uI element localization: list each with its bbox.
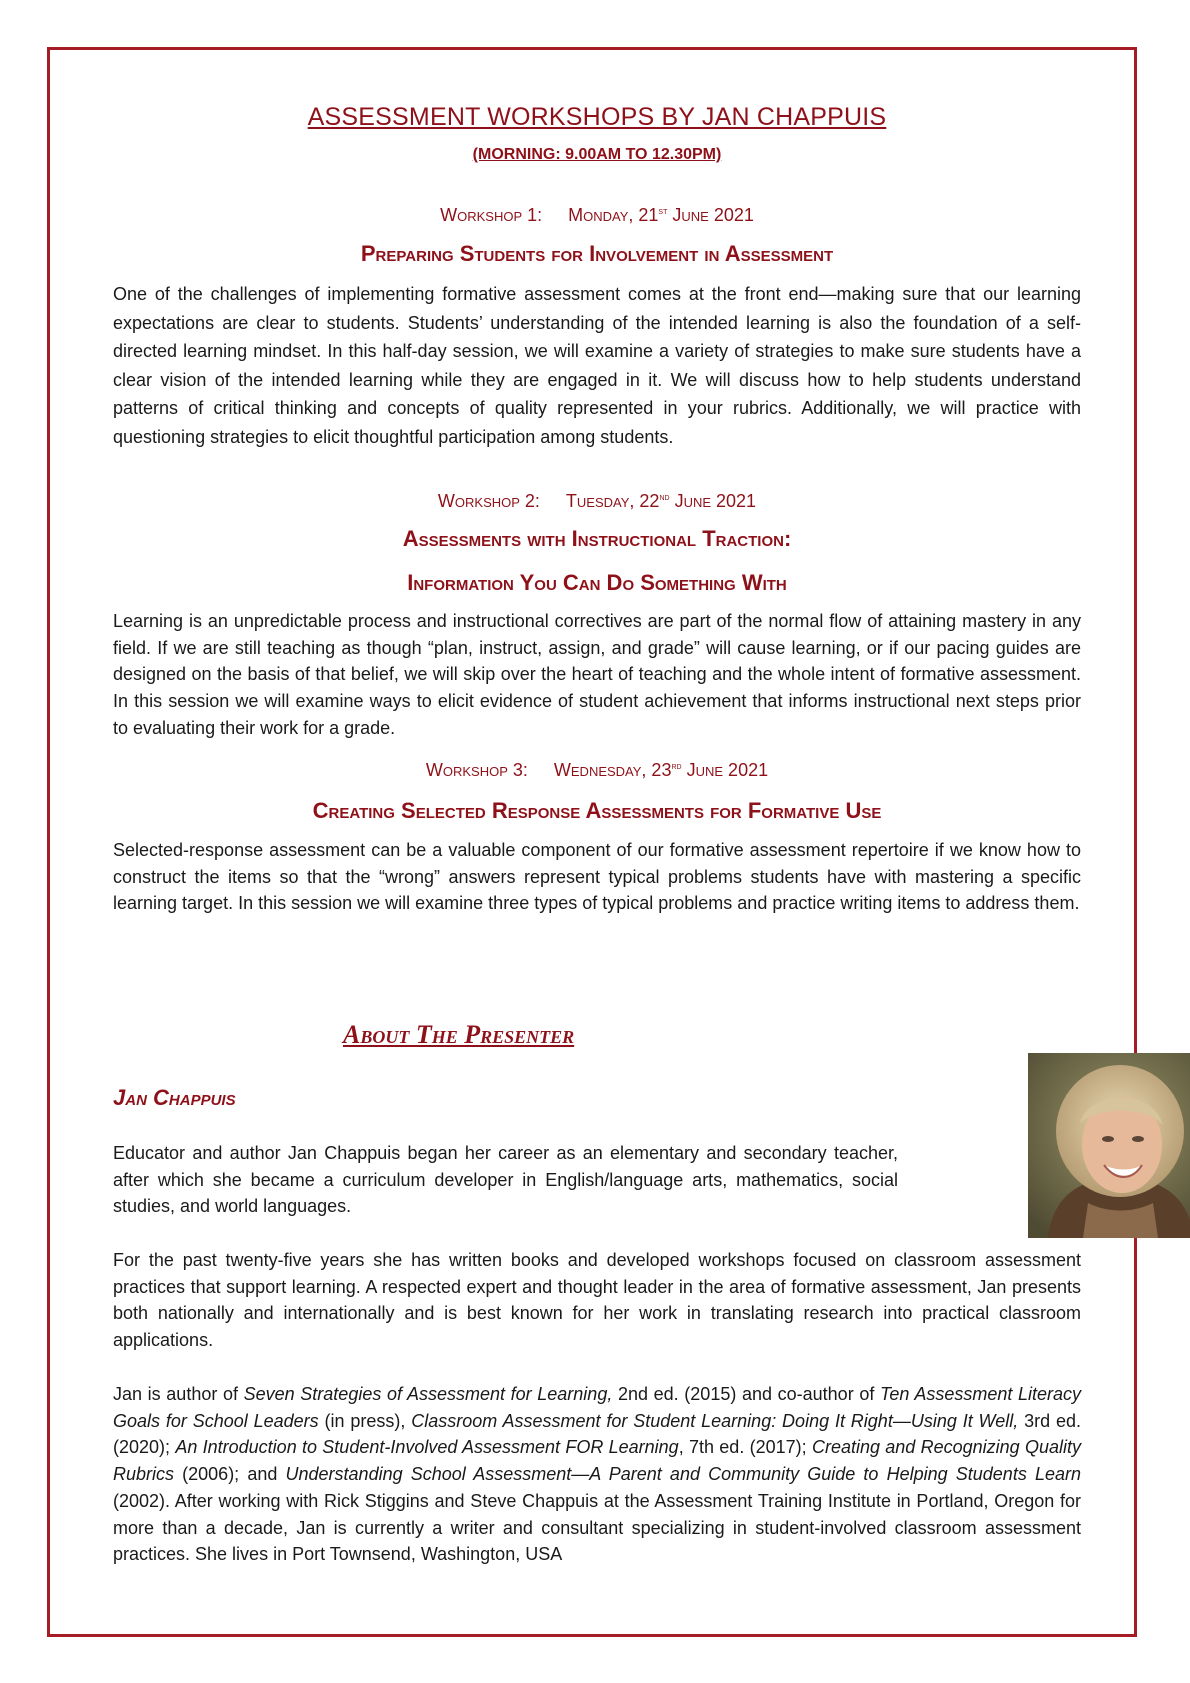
workshop-2-ordinal: nd [659,492,670,503]
book-understanding-school-assessment: Understanding School Assessment—A Parent and Community Guide to Helping Students Learn [285,1464,1081,1485]
bio-text-5: , 7th ed. (2017); [678,1437,812,1458]
bio-text-4: 3rd ed. (2020); [113,1410,1081,1458]
about-presenter-heading: About The Presenter [343,1020,575,1049]
workshop-1-label: Workshop 1: [440,205,543,225]
workshop-2-title-line-1: Assessments with Instructional Traction: [402,526,792,551]
workshop-1-title: Preparing Students for Involvement in Assessment [360,241,834,266]
presenter-bio-experience: For the past twenty-five years she has written books and developed workshops focused on classroom assessment practices that support learning. A respected expert and thought leader in the area of formative assessment, Jan presents both nationally and internationally and is best known for her work in translating research into practical classroom applications. [113,1250,1081,1351]
book-quality-rubrics: Creating and Recognizing Quality Rubrics [113,1437,1081,1485]
bio-text-2: 2nd ed. (2015) and co-author of [612,1384,880,1404]
bio-text-1: Jan is author of [113,1384,244,1404]
workshop-1-ordinal: st [658,206,668,217]
book-student-involved: An Introduction to Student-Involved Assessment FOR Learning [175,1437,679,1458]
workshop-3-ordinal: rd [671,761,682,772]
workshop-2-title-line-2: Information You Can Do Something With [407,570,787,595]
book-ten-literacy-goals: Ten Assessment Literacy Goals for School Leaders [113,1384,1082,1431]
workshop-3-month-year: June 2021 [686,760,769,780]
workshop-1-month-year: June 2021 [672,205,754,225]
page-title: ASSESSMENT WORKSHOPS BY JAN CHAPPUIS [307,103,887,131]
workshop-1-date-line [113,205,1081,226]
bio-text-7: (2002). After working with Rick Stiggins and Steve Chappuis at the Assessment Training Institute in Portland, Oregon for more than a decade, Jan is currently a writer and consultant specializing in student-involved classroom assessment practices. She lives in Port Townsend, Washington, USA [113,1490,1081,1565]
presenter-bio-books [113,1381,1081,1568]
presenter-photo [1028,1053,1190,1238]
workshop-1-description: One of the challenges of implementing formative assessment comes at the front end—making sure that our learning expectations are clear to students. Students’ understanding of the intended learning is also the foundation of a self-directed learning mindset. In this half-day session, we will examine a variety of strategies to make sure students have a clear vision of the intended learning while they are engaged in it. We will discuss how to help students understand patterns of critical thinking and concepts of quality represented in your rubrics. Additionally, we will practice with questioning strategies to elicit thoughtful participation among students. [113,284,1081,447]
workshop-3-date-line [113,760,1081,781]
workshop-3-label: Workshop 3: [425,760,528,780]
book-seven-strategies: Seven Strategies of Assessment for Learning, [243,1384,613,1404]
bio-text-6: (2006); and [174,1464,286,1485]
workshop-2-date-line [113,491,1081,512]
workshop-2-label: Workshop 2: [437,491,540,511]
book-classroom-assessment: Classroom Assessment for Student Learning: Doing It Right—Using It Well, [411,1410,1019,1431]
presenter-name: Jan Chappuis [113,1085,236,1110]
workshop-2-description: Learning is an unpredictable process and instructional correctives are part of the normal flow of attaining mastery in any field. If we are still teaching as though “plan, instruct, assign, and grade” will cause learning, or if our pacing guides are designed on the basis of that belief, we will skip over the heart of teaching and the whole intent of formative assessment. In this session we will examine ways to elicit evidence of student achievement that informs instructional next steps prior to evaluating their work for a grade. [113,611,1081,738]
workshop-1-day: Monday, 21 [568,205,659,225]
schedule-subtitle: (MORNING: 9.00AM TO 12.30PM) [472,146,722,163]
bio-text-3: (in press), [318,1410,412,1431]
workshop-2-day: Tuesday, 22 [565,491,660,511]
presenter-bio-intro: Educator and author Jan Chappuis began her career as an elementary and secondary teacher, after which she became a curriculum developer in English/language arts, mathematics, social studies, and world languages. [113,1143,898,1217]
workshop-3-title: Creating Selected Response Assessments for Formative Use [312,798,882,823]
workshop-3-description: Selected-response assessment can be a valuable component of our formative assessment repertoire if we know how to construct the items so that the “wrong” answers represent typical problems students have with mastering a specific learning target. In this session we will examine three types of typical problems and practice writing items to address them. [113,840,1081,914]
workshop-2-month-year: June 2021 [674,491,757,511]
workshop-3-day: Wednesday, 23 [553,760,672,780]
